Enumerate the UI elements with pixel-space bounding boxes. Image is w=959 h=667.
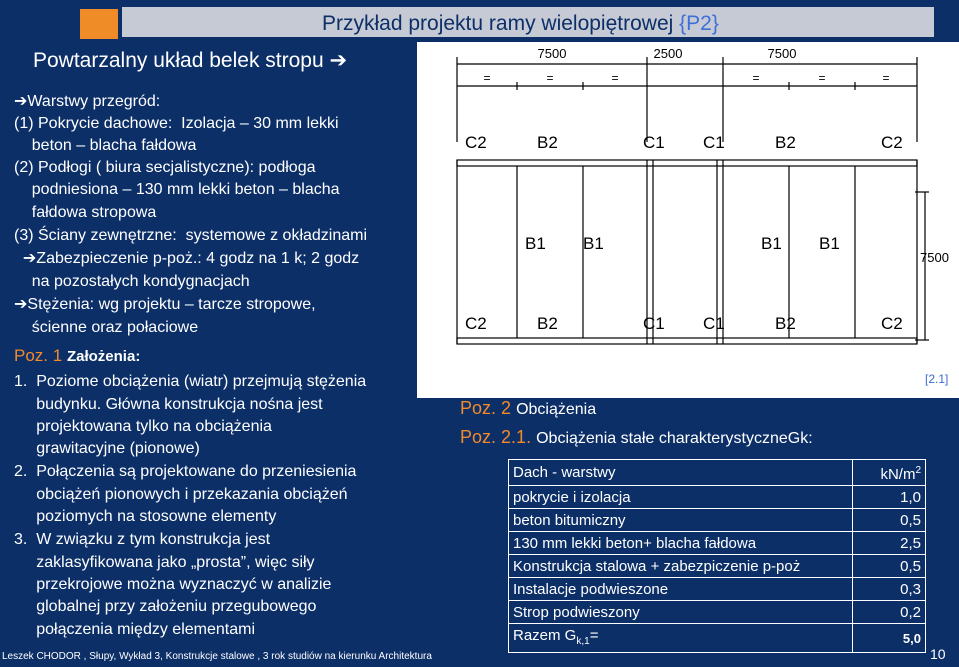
poz1-number: 1 <box>52 346 63 365</box>
table-total-row <box>509 624 926 653</box>
description-line: (1) Pokrycie dachowe: Izolacja – 30 mm lekki <box>14 115 339 132</box>
member-label: C2 <box>881 314 903 333</box>
footer: Leszek CHODOR , Słupy, Wykład 3, Konstrukcje stalowe , 3 rok studiów na kierunku Architektura <box>2 651 432 662</box>
description-line: ➔Stężenia: wg projektu – tarcze stropowe, <box>14 296 316 313</box>
orange-accent-block <box>80 9 118 39</box>
equal-marks <box>483 71 889 85</box>
table-row <box>509 555 926 578</box>
assumption-line: przekrojowe można wyznaczyć w analizie <box>14 576 332 593</box>
equal-mark: = <box>546 71 554 85</box>
member-label: B1 <box>583 234 604 253</box>
load-value: 0,5 <box>853 509 926 532</box>
description-line: ➔Zabezpieczenie p-poż.: 4 godz na 1 k; 2 godz <box>14 250 360 267</box>
member-label: B2 <box>537 314 558 333</box>
member-label: C1 <box>643 133 665 152</box>
description-line: ścienne oraz połaciowe <box>14 319 199 336</box>
total-subscript: k,1 <box>576 635 590 647</box>
load-value: 1,0 <box>853 486 926 509</box>
dim-top-2: 2500 <box>653 46 683 61</box>
poz2-title: Obciążenia <box>516 401 597 418</box>
total-label <box>509 624 853 653</box>
poz21-heading <box>460 427 813 448</box>
unit-text: kN/m <box>880 466 916 483</box>
assumption-line: 3. W związku z tym konstrukcja jest <box>14 531 271 548</box>
page-number: 10 <box>930 646 946 662</box>
description-line: na pozostałych kondygnacjach <box>14 273 250 290</box>
load-value: 2,5 <box>853 532 926 555</box>
assumption-line: grawitacyjne (pionowe) <box>14 440 200 457</box>
member-label: B2 <box>775 133 796 152</box>
poz2-label: Poz. <box>460 398 497 418</box>
slide-title-tag: {P2} <box>679 12 719 35</box>
poz1-label: Poz. <box>14 346 49 365</box>
description-line: podniesiona – 130 mm lekki beton – blacha <box>14 181 340 198</box>
description-line: (2) Podłogi ( biura secjalistyczne): podłoga <box>14 159 316 176</box>
member-label: B1 <box>525 234 546 253</box>
figure-reference: [2.1] <box>925 372 949 386</box>
member-label: B2 <box>775 314 796 333</box>
dim-top-1: 7500 <box>537 46 567 61</box>
member-label: C2 <box>881 133 903 152</box>
table-row <box>509 601 926 624</box>
member-label: B1 <box>761 234 782 253</box>
poz21-number: 2.1. <box>501 427 532 447</box>
total-label-text: Razem G <box>513 626 577 644</box>
member-label: B2 <box>537 133 558 152</box>
equal-mark: = <box>818 71 826 85</box>
member-labels-row3 <box>465 314 903 333</box>
equal-mark: = <box>611 71 619 85</box>
load-name: Konstrukcja stalowa + zabezpiczenie p-poż <box>509 555 853 578</box>
load-name: pokrycie i izolacja <box>509 486 853 509</box>
poz2-number: 2 <box>501 398 512 418</box>
table-row <box>509 509 926 532</box>
beam-layout-drawing <box>417 42 959 398</box>
dim-right: 7500 <box>920 250 949 265</box>
table-header-name: Dach - warstwy <box>509 460 853 486</box>
member-label: C1 <box>643 314 665 333</box>
description-line: (3) Ściany zewnętrzne: systemowe z okładzinami <box>14 227 368 244</box>
table-row <box>509 532 926 555</box>
description-line: beton – blacha fałdowa <box>14 137 197 154</box>
table-header-unit <box>853 460 926 486</box>
member-label: C2 <box>465 133 487 152</box>
section-heading-text: Powtarzalny układ belek stropu <box>33 49 324 72</box>
total-value: 5,0 <box>853 624 926 653</box>
load-name: beton bitumiczny <box>509 509 853 532</box>
poz1-title: Założenia: <box>66 348 141 365</box>
assumption-line: projektowana tylko na obciążenia <box>14 418 272 435</box>
arrow-right-icon: ➔ <box>329 49 348 72</box>
description-line: ➔Warstwy przegród: <box>14 93 161 110</box>
dim-top-3: 7500 <box>767 46 797 61</box>
equal-mark: = <box>882 71 890 85</box>
member-labels-row1 <box>465 133 903 152</box>
poz2-heading <box>460 398 596 419</box>
poz21-title: Obciążenia stałe charakterystyczneGk: <box>536 430 813 447</box>
poz21-label: Poz. <box>460 427 497 447</box>
assumption-line: 2. Połączenia są projektowane do przeniesienia <box>14 463 357 480</box>
assumption-line: obciążeń pionowych i przekazania obciążeń <box>14 486 348 503</box>
table-header-row <box>509 460 926 486</box>
assumption-line: połączenia między elementami <box>14 621 255 638</box>
load-name: 130 mm lekki beton+ blacha fałdowa <box>509 532 853 555</box>
equal-mark: = <box>483 71 491 85</box>
description-line: fałdowa stropowa <box>14 204 157 221</box>
poz1-heading <box>14 345 140 368</box>
load-value: 0,5 <box>853 555 926 578</box>
assumption-line: 1. Poziome obciążenia (wiatr) przejmują stężenia <box>14 373 367 390</box>
member-label: C1 <box>703 133 725 152</box>
load-value: 0,3 <box>853 578 926 601</box>
assumption-line: budynku. Główna konstrukcja nośna jest <box>14 396 323 413</box>
slide-title-main: Przykład projektu ramy wielopiętrowej <box>322 12 674 35</box>
equal-mark: = <box>752 71 760 85</box>
assumption-line: zaklasyfikowana jako „prosta”, więc siły <box>14 554 315 571</box>
table-row <box>509 578 926 601</box>
load-value: 0,2 <box>853 601 926 624</box>
section-heading <box>33 48 347 73</box>
unit-superscript: 2 <box>915 465 921 476</box>
assumption-line: poziomych na stosowne elementy <box>14 508 277 525</box>
member-label: C1 <box>703 314 725 333</box>
load-name: Strop podwieszony <box>509 601 853 624</box>
table-row <box>509 486 926 509</box>
top-dimensions <box>538 46 797 61</box>
assumption-line: globalnej przy założeniu przegubowego <box>14 598 317 615</box>
member-labels-row2 <box>525 234 840 253</box>
loads-table <box>508 459 926 653</box>
member-label: B1 <box>819 234 840 253</box>
load-name: Instalacje podwieszone <box>509 578 853 601</box>
slide-title <box>322 12 719 36</box>
total-equals: = <box>589 626 599 644</box>
member-label: C2 <box>465 314 487 333</box>
